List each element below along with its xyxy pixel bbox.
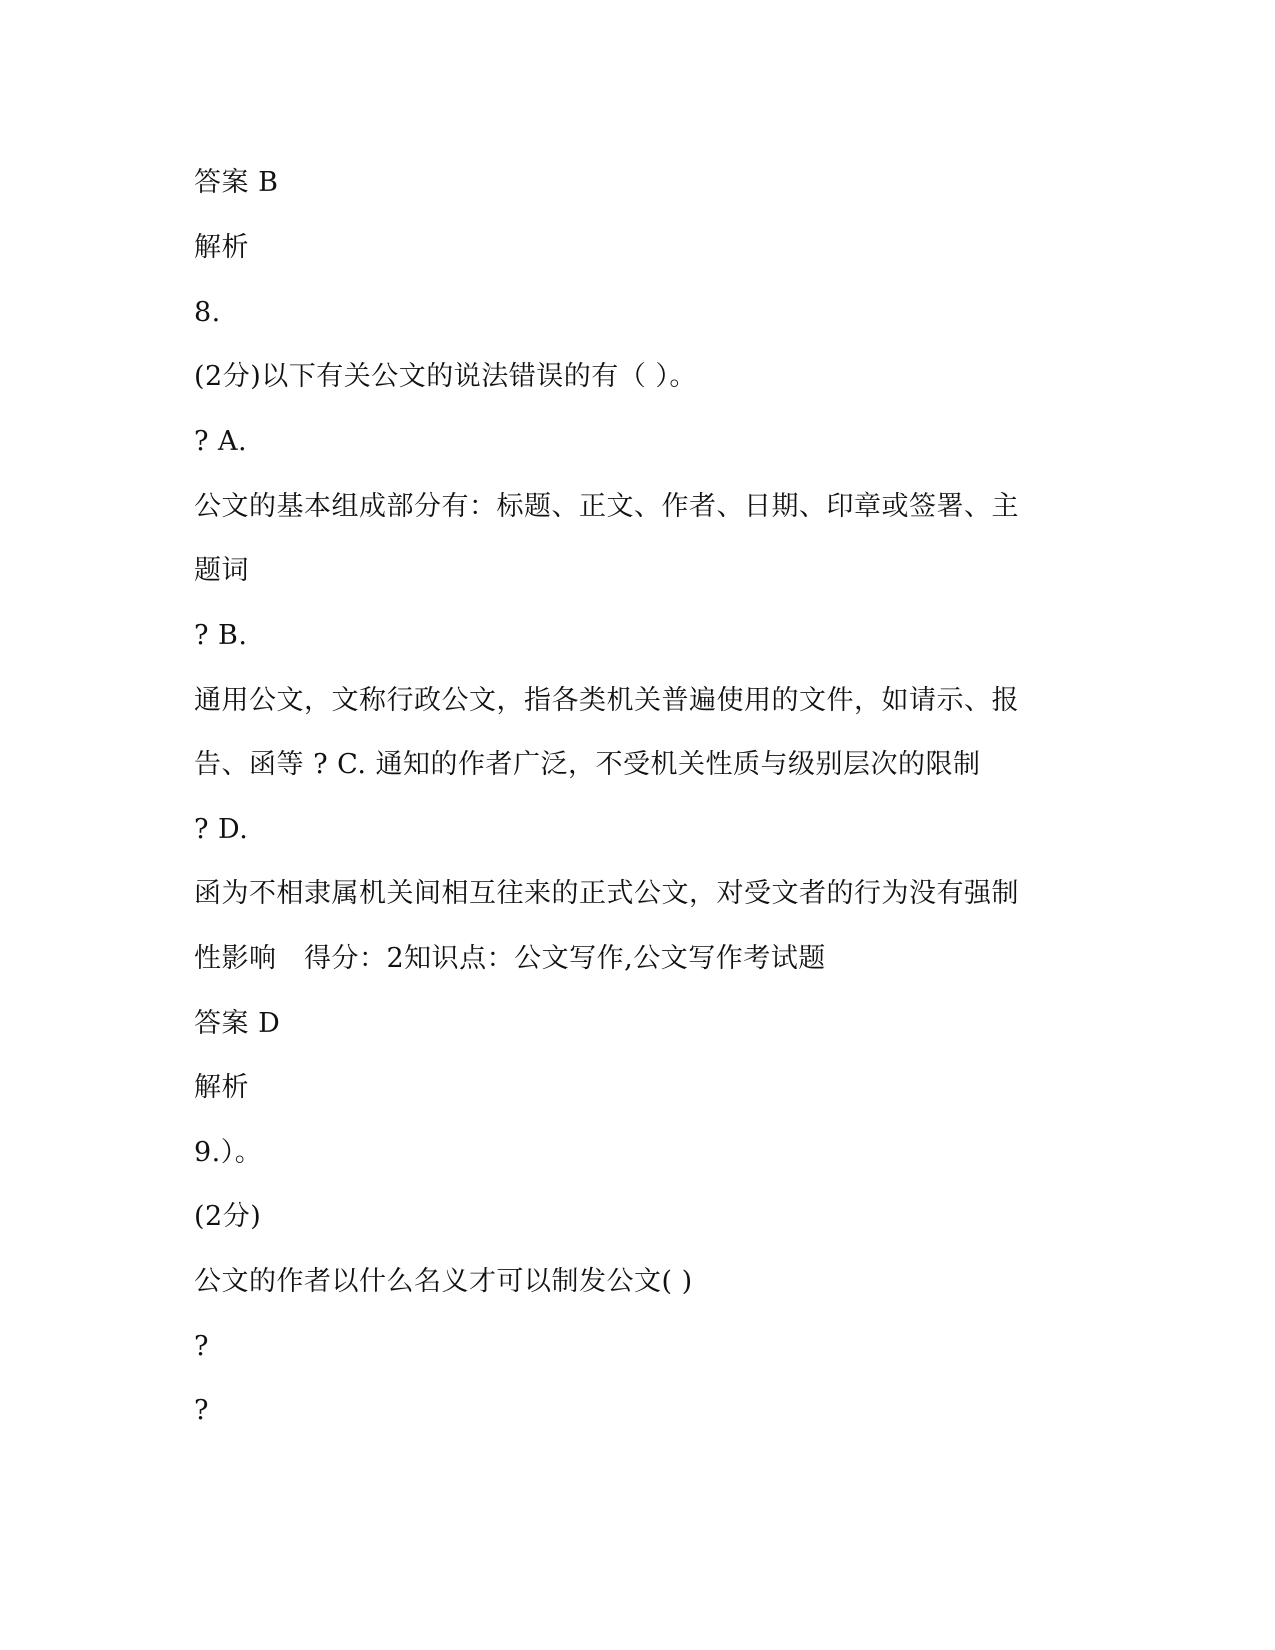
question-number-9: 9.）。 [194, 1137, 263, 1168]
option-a-text-line1: 公文的基本组成部分有：标题、正文、作者、日期、印章或签署、主 [194, 491, 1019, 522]
option-d-marker: ? D. [194, 814, 249, 845]
question-number-8: 8. [194, 297, 221, 328]
analysis-label-q7: 解析 [194, 232, 249, 263]
option-b-marker: ? B. [194, 620, 248, 651]
option-a-marker: ? A. [194, 426, 248, 457]
option-b-c-text-line2: 告、函等 ? C. 通知的作者广泛，不受机关性质与级别层次的限制 [194, 749, 981, 780]
answer-label-q7: 答案 B [194, 167, 279, 198]
option-d-text-line1: 函为不相隶属机关间相互往来的正式公文，对受文者的行为没有强制 [194, 878, 1019, 909]
option-b-text-line1: 通用公文，文称行政公文，指各类机关普遍使用的文件，如请示、报 [194, 685, 1019, 716]
question-9-score: (2分) [194, 1201, 262, 1232]
question-9-option-marker: ? [194, 1331, 209, 1362]
question-9-stem: 公文的作者以什么名义才可以制发公文( ) [194, 1266, 693, 1297]
question-9-option-marker: ? [194, 1395, 209, 1426]
option-d-score-line: 性影响 得分：2知识点：公文写作,公文写作考试题 [194, 943, 826, 974]
analysis-label-q8: 解析 [194, 1072, 249, 1103]
option-a-text-line2: 题词 [194, 555, 249, 586]
question-8-stem: (2分)以下有关公文的说法错误的有（ ）。 [194, 361, 697, 392]
answer-label-q8: 答案 D [194, 1008, 281, 1039]
